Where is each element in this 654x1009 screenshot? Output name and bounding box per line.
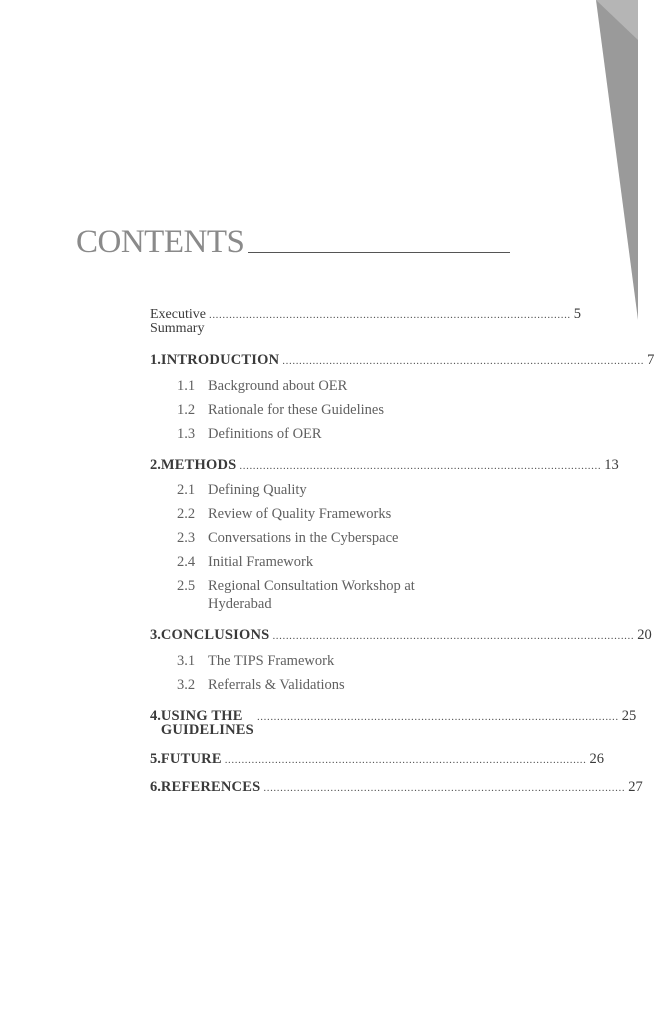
dot-leader: ............................................................................................................ <box>224 753 587 766</box>
toc-section-introduction[interactable] <box>150 352 654 368</box>
subsection-number: 2.1 <box>177 482 196 498</box>
toc-entry-title: Executive Summary <box>150 307 206 336</box>
section-number: 3. <box>150 627 161 643</box>
toc-page-number: 20 <box>637 627 652 643</box>
toc-subsection[interactable] <box>177 577 510 613</box>
subsection-number: 3.1 <box>177 652 196 669</box>
subsection-number: 1.2 <box>177 401 196 418</box>
toc-page-number: 26 <box>589 750 605 767</box>
section-title: INTRODUCTION <box>160 352 280 368</box>
toc-page-number: 7 <box>647 352 654 368</box>
subsection-title: The TIPS Framework <box>208 652 335 669</box>
toc-subsection[interactable] <box>177 401 510 419</box>
contents-heading <box>76 226 510 259</box>
section-title: CONCLUSIONS <box>160 627 270 643</box>
dot-leader: ............................................................................................................ <box>272 630 635 642</box>
subsection-title: Review of Quality Frameworks <box>208 506 392 522</box>
section-number: 2. <box>150 456 161 473</box>
subsection-title: Regional Consultation Workshop at Hyderabad <box>208 578 415 612</box>
subsection-number: 3.2 <box>177 676 196 693</box>
subsection-title: Background about OER <box>208 377 348 394</box>
dot-leader: ............................................................................................................ <box>208 309 571 321</box>
section-title: METHODS <box>160 456 237 473</box>
subsection-title: Conversations in the Cyberspace <box>208 530 399 546</box>
dot-leader: ............................................................................................................ <box>239 459 602 472</box>
toc-subsection[interactable] <box>177 505 510 523</box>
subsection-title: Defining Quality <box>208 482 307 498</box>
section-number: 5. <box>150 750 161 767</box>
toc-section-methods[interactable] <box>150 456 619 473</box>
section-number: 4. <box>150 707 161 724</box>
page-edge-decoration <box>596 0 638 320</box>
section-title: REFERENCES <box>160 779 261 795</box>
toc-subsection[interactable] <box>177 652 510 670</box>
section-number: 1. <box>150 352 161 368</box>
subsection-title: Initial Framework <box>208 554 314 570</box>
toc-subsection[interactable] <box>177 377 510 395</box>
toc-subsection[interactable] <box>177 676 510 694</box>
toc-subsection[interactable] <box>177 425 510 443</box>
toc-page-number: 25 <box>621 707 637 724</box>
section-title: USING THE GUIDELINES <box>160 707 254 738</box>
toc-subsection[interactable] <box>177 481 510 499</box>
toc-page-number: 27 <box>628 779 643 795</box>
toc-section-references[interactable] <box>150 779 643 795</box>
subsection-number: 1.3 <box>177 425 196 442</box>
dot-leader: ............................................................................................................ <box>256 710 619 723</box>
page-title: CONTENTS <box>76 224 245 260</box>
toc-section-conclusions[interactable] <box>150 627 652 643</box>
subsection-number: 2.3 <box>177 530 196 546</box>
toc-subsection[interactable] <box>177 529 510 547</box>
dot-leader: ............................................................................................................ <box>263 782 626 794</box>
toc-section-future[interactable] <box>150 750 605 767</box>
table-of-contents <box>150 306 654 795</box>
toc-page-number: 13 <box>604 456 619 473</box>
subsection-number: 2.2 <box>177 506 196 522</box>
toc-entry-executive-summary[interactable] <box>150 306 582 336</box>
toc-page-number: 5 <box>573 306 582 322</box>
heading-rule <box>248 252 510 253</box>
dot-leader: ............................................................................................................ <box>282 355 645 367</box>
subsection-number: 2.5 <box>177 578 196 594</box>
subsection-number: 2.4 <box>177 554 196 570</box>
toc-section-using-the-guidelines[interactable] <box>150 707 637 738</box>
section-number: 6. <box>150 779 161 795</box>
toc-subsection[interactable] <box>177 553 510 571</box>
subsection-title: Definitions of OER <box>208 425 322 442</box>
subsection-title: Referrals & Validations <box>208 676 345 693</box>
subsection-title: Rationale for these Guidelines <box>208 401 384 418</box>
subsection-number: 1.1 <box>177 377 196 394</box>
section-title: FUTURE <box>160 750 222 767</box>
